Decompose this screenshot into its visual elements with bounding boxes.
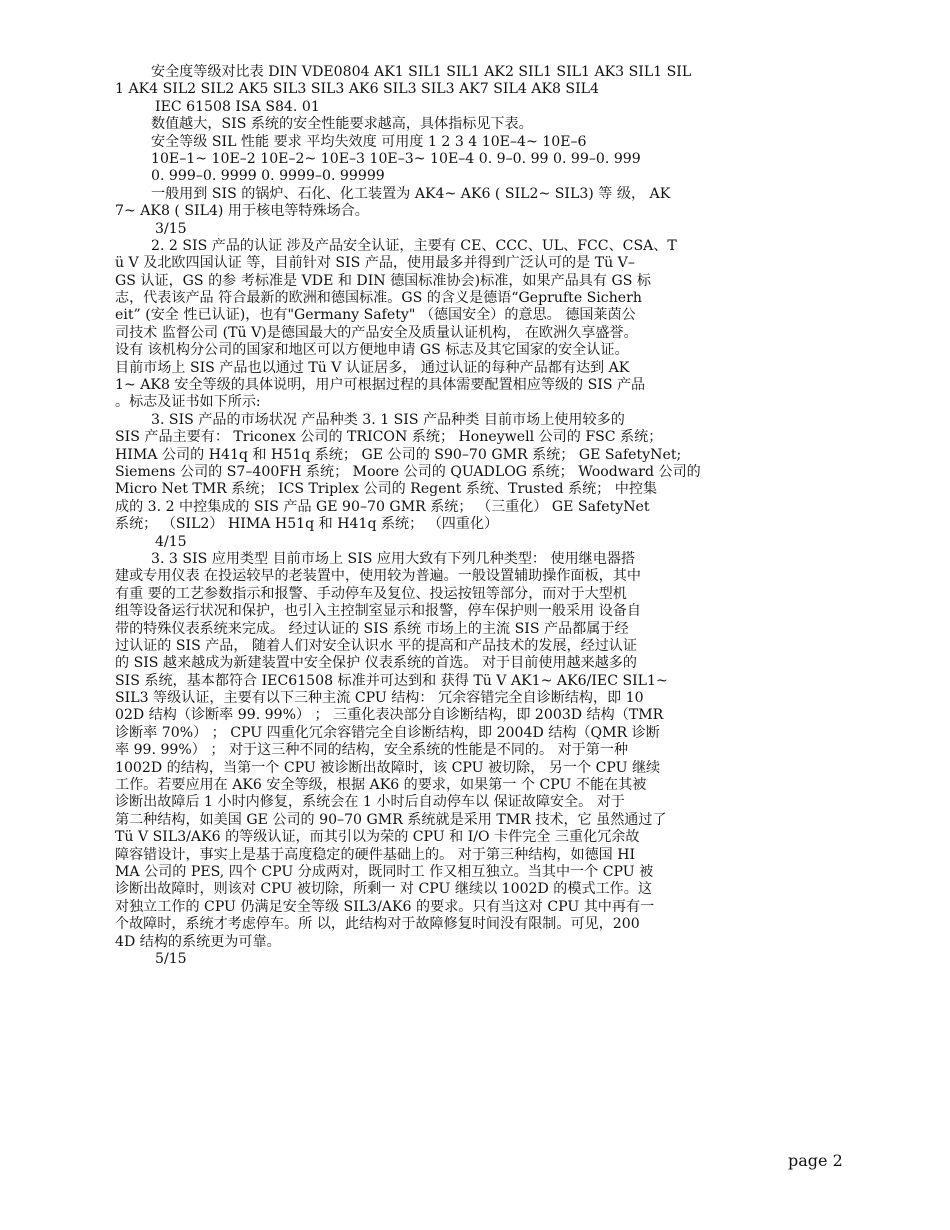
text-line: 工作。若要应用在 AK6 安全等级，根据 AK6 的要求，如果第一 个 CPU 不能在其被	[115, 777, 647, 794]
text-line: 3. SIS 产品的市场状况 产品种类 3. 1 SIS 产品种类 目前市场上使用较多的	[151, 411, 625, 428]
text-line: 目前市场上 SIS 产品也以通过 Tü V 认证居多， 通过认证的每种产品都有达到 AK	[115, 359, 630, 376]
text-line: 障容错设计，事实上是基于高度稳定的硬件基础上的。 对于第三种结构，如德国 HI	[115, 846, 636, 863]
document-body	[115, 64, 825, 968]
text-line: 建或专用仪表 在投运较早的老装置中，使用较为普遍。一般设置辅助操作面板，其中	[115, 568, 641, 585]
section-page-marker: 5/15	[155, 950, 187, 967]
text-line: GS 认证，GS 的参 考标准是 VDE 和 DIN 德国标准协会)标准，如果产品具有 GS 标	[115, 272, 651, 289]
text-line: 安全度等级对比表 DIN VDE0804 AK1 SIL1 SIL1 AK2 SIL1 SIL1 AK3 SIL1 SIL	[151, 64, 692, 80]
text-line: SIS 系统，基本都符合 IEC61508 标准并可达到和 获得 Tü V AK1~ AK6/IEC SIL1~	[115, 672, 668, 689]
text-line: 系统； （SIL2） HIMA H51q 和 H41q 系统； （四重化）	[115, 516, 499, 533]
text-line: 一般用到 SIS 的锅炉、石化、化工装置为 AK4~ AK6 ( SIL2~ SIL3) 等 级， AK	[151, 185, 671, 202]
text-line: Tü V SIL3/AK6 的等级认证，而其引以为荣的 CPU 和 I/O 卡件完全 三重化冗余故	[115, 829, 640, 846]
text-line: 1002D 的结构，当第一个 CPU 被诊断出故障时，该 CPU 被切除， 另一个 CPU 继续	[115, 759, 661, 776]
text-line: eit” (安全 性已认证)，也有"Germany Safety" （德国安全）的意思。 德国莱茵公	[115, 307, 636, 324]
text-line: 诊断率 70%） ； CPU 四重化冗余容错完全自诊断结构，即 2004D 结构（QMR 诊断	[115, 724, 660, 741]
text-line: 志，代表该产品 符合最新的欧洲和德国标准。GS 的含义是德语“Geprufte Sicherh	[115, 290, 642, 307]
text-line: HIMA 公司的 H41q 和 H51q 系统； GE 公司的 S90–70 GMR 系统； GE SafetyNet;	[115, 446, 682, 463]
text-line: 4D 结构的系统更为可靠。	[115, 933, 281, 950]
text-line: 过认证的 SIS 产品， 随着人们对安全认识水 平的提高和产品技术的发展，经过认证	[115, 637, 637, 654]
text-line: Siemens 公司的 S7–400FH 系统； Moore 公司的 QUADLOG 系统； Woodward 公司的	[115, 463, 701, 480]
text-line: SIS 产品主要有： Triconex 公司的 TRICON 系统； Honeywell 公司的 FSC 系统；	[115, 429, 663, 446]
section-page-marker: 4/15	[155, 533, 187, 550]
text-line: 诊断出故障时，则该对 CPU 被切除，所剩一 对 CPU 继续以 1002D 的模式工作。这	[115, 881, 652, 898]
text-line: 的 SIS 越来越成为新建装置中安全保护 仪表系统的首选。 对于目前使用越来越多的	[115, 655, 637, 672]
text-line: 1~ AK8 安全等级的具体说明，用户可根据过程的具体需要配置相应等级的 SIS 产品	[115, 377, 646, 394]
text-line: 司技术 监督公司 (Tü V)是德国最大的产品安全及质量认证机构， 在欧洲久享盛誉。	[115, 324, 638, 341]
text-line: 10E–1~ 10E–2 10E–2~ 10E–3 10E–3~ 10E–4 0. 9–0. 99 0. 99–0. 999	[151, 150, 641, 167]
text-line: 1 AK4 SIL2 SIL2 AK5 SIL3 SIL3 AK6 SIL3 SIL3 AK7 SIL4 AK8 SIL4	[115, 81, 599, 98]
text-line: 第二种结构，如美国 GE 公司的 90–70 GMR 系统就是采用 TMR 技术，它 虽然通过了	[115, 811, 667, 828]
text-line: 设有 该机构分公司的国家和地区可以方便地申请 GS 标志及其它国家的安全认证。	[115, 342, 629, 359]
text-line: MA 公司的 PES, 四个 CPU 分成两对，既同时工 作又相互独立。当其中一个 CPU 被	[115, 863, 654, 880]
page-number: page 2	[788, 1151, 843, 1170]
text-line: 组等设备运行状况和保护，也引入主控制室显示和报警，停车保护则一般采用 设备自	[115, 603, 641, 620]
section-page-marker: 3/15	[155, 220, 187, 237]
text-line: 数值越大，SIS 系统的安全性能要求越高，具体指标见下表。	[151, 116, 533, 133]
text-line: 安全等级 SIL 性能 要求 平均失效度 可用度 1 2 3 4 10E–4~ 10E–6	[151, 133, 587, 150]
text-line: Micro Net TMR 系统； ICS Triplex 公司的 Regent 系统、Trusted 系统； 中控集	[115, 481, 658, 498]
text-line: 率 99. 99%） ； 对于这三种不同的结构，安全系统的性能是不同的。 对于第一种	[115, 742, 629, 759]
text-line: 。标志及证书如下所示:	[115, 394, 261, 411]
text-line: 个故障时，系统才考虑停车。所 以，此结构对于故障修复时间没有限制。可见，200	[115, 916, 640, 933]
text-line: 带的特殊仪表系统来完成。 经过认证的 SIS 系统 市场上的主流 SIS 产品都属于经	[115, 620, 629, 637]
text-line: 2. 2 SIS 产品的认证 涉及产品安全认证，主要有 CE、CCC、UL、FCC、CSA、T	[151, 237, 677, 254]
text-line: SIL3 等级认证，主要有以下三种主流 CPU 结构： 冗余容错完全自诊断结构，即 10	[115, 690, 644, 707]
text-line: 0. 999–0. 9999 0. 9999–0. 99999	[151, 168, 385, 185]
text-line: 成的 3. 2 中控集成的 SIS 产品 GE 90–70 GMR 系统； （三重化） GE SafetyNet	[115, 498, 650, 515]
text-line: 有重 要的工艺参数指示和报警、手动停车及复位、投运按钮等部分，而对于大型机	[115, 585, 627, 602]
text-line: 3. 3 SIS 应用类型 目前市场上 SIS 应用大致有下列几种类型： 使用继电器搭	[151, 550, 636, 567]
text-line: 对独立工作的 CPU 仍满足安全等级 SIL3/AK6 的要求。只有当这对 CPU 其中再有一	[115, 898, 655, 915]
text-line: 7~ AK8 ( SIL4) 用于核电等特殊场合。	[115, 203, 369, 220]
text-line: IEC 61508 ISA S84. 01	[155, 98, 320, 115]
text-line: 诊断出故障后 1 小时内修复，系统会在 1 小时后自动停车以 保证故障安全。 对于	[115, 794, 625, 811]
text-line: ü V 及北欧四国认证 等，目前针对 SIS 产品，使用最多并得到广泛认可的是 Tü V–	[115, 255, 635, 272]
text-line: 02D 结构（诊断率 99. 99%） ； 三重化表决部分自诊断结构，即 2003D 结构（TMR	[115, 707, 664, 724]
